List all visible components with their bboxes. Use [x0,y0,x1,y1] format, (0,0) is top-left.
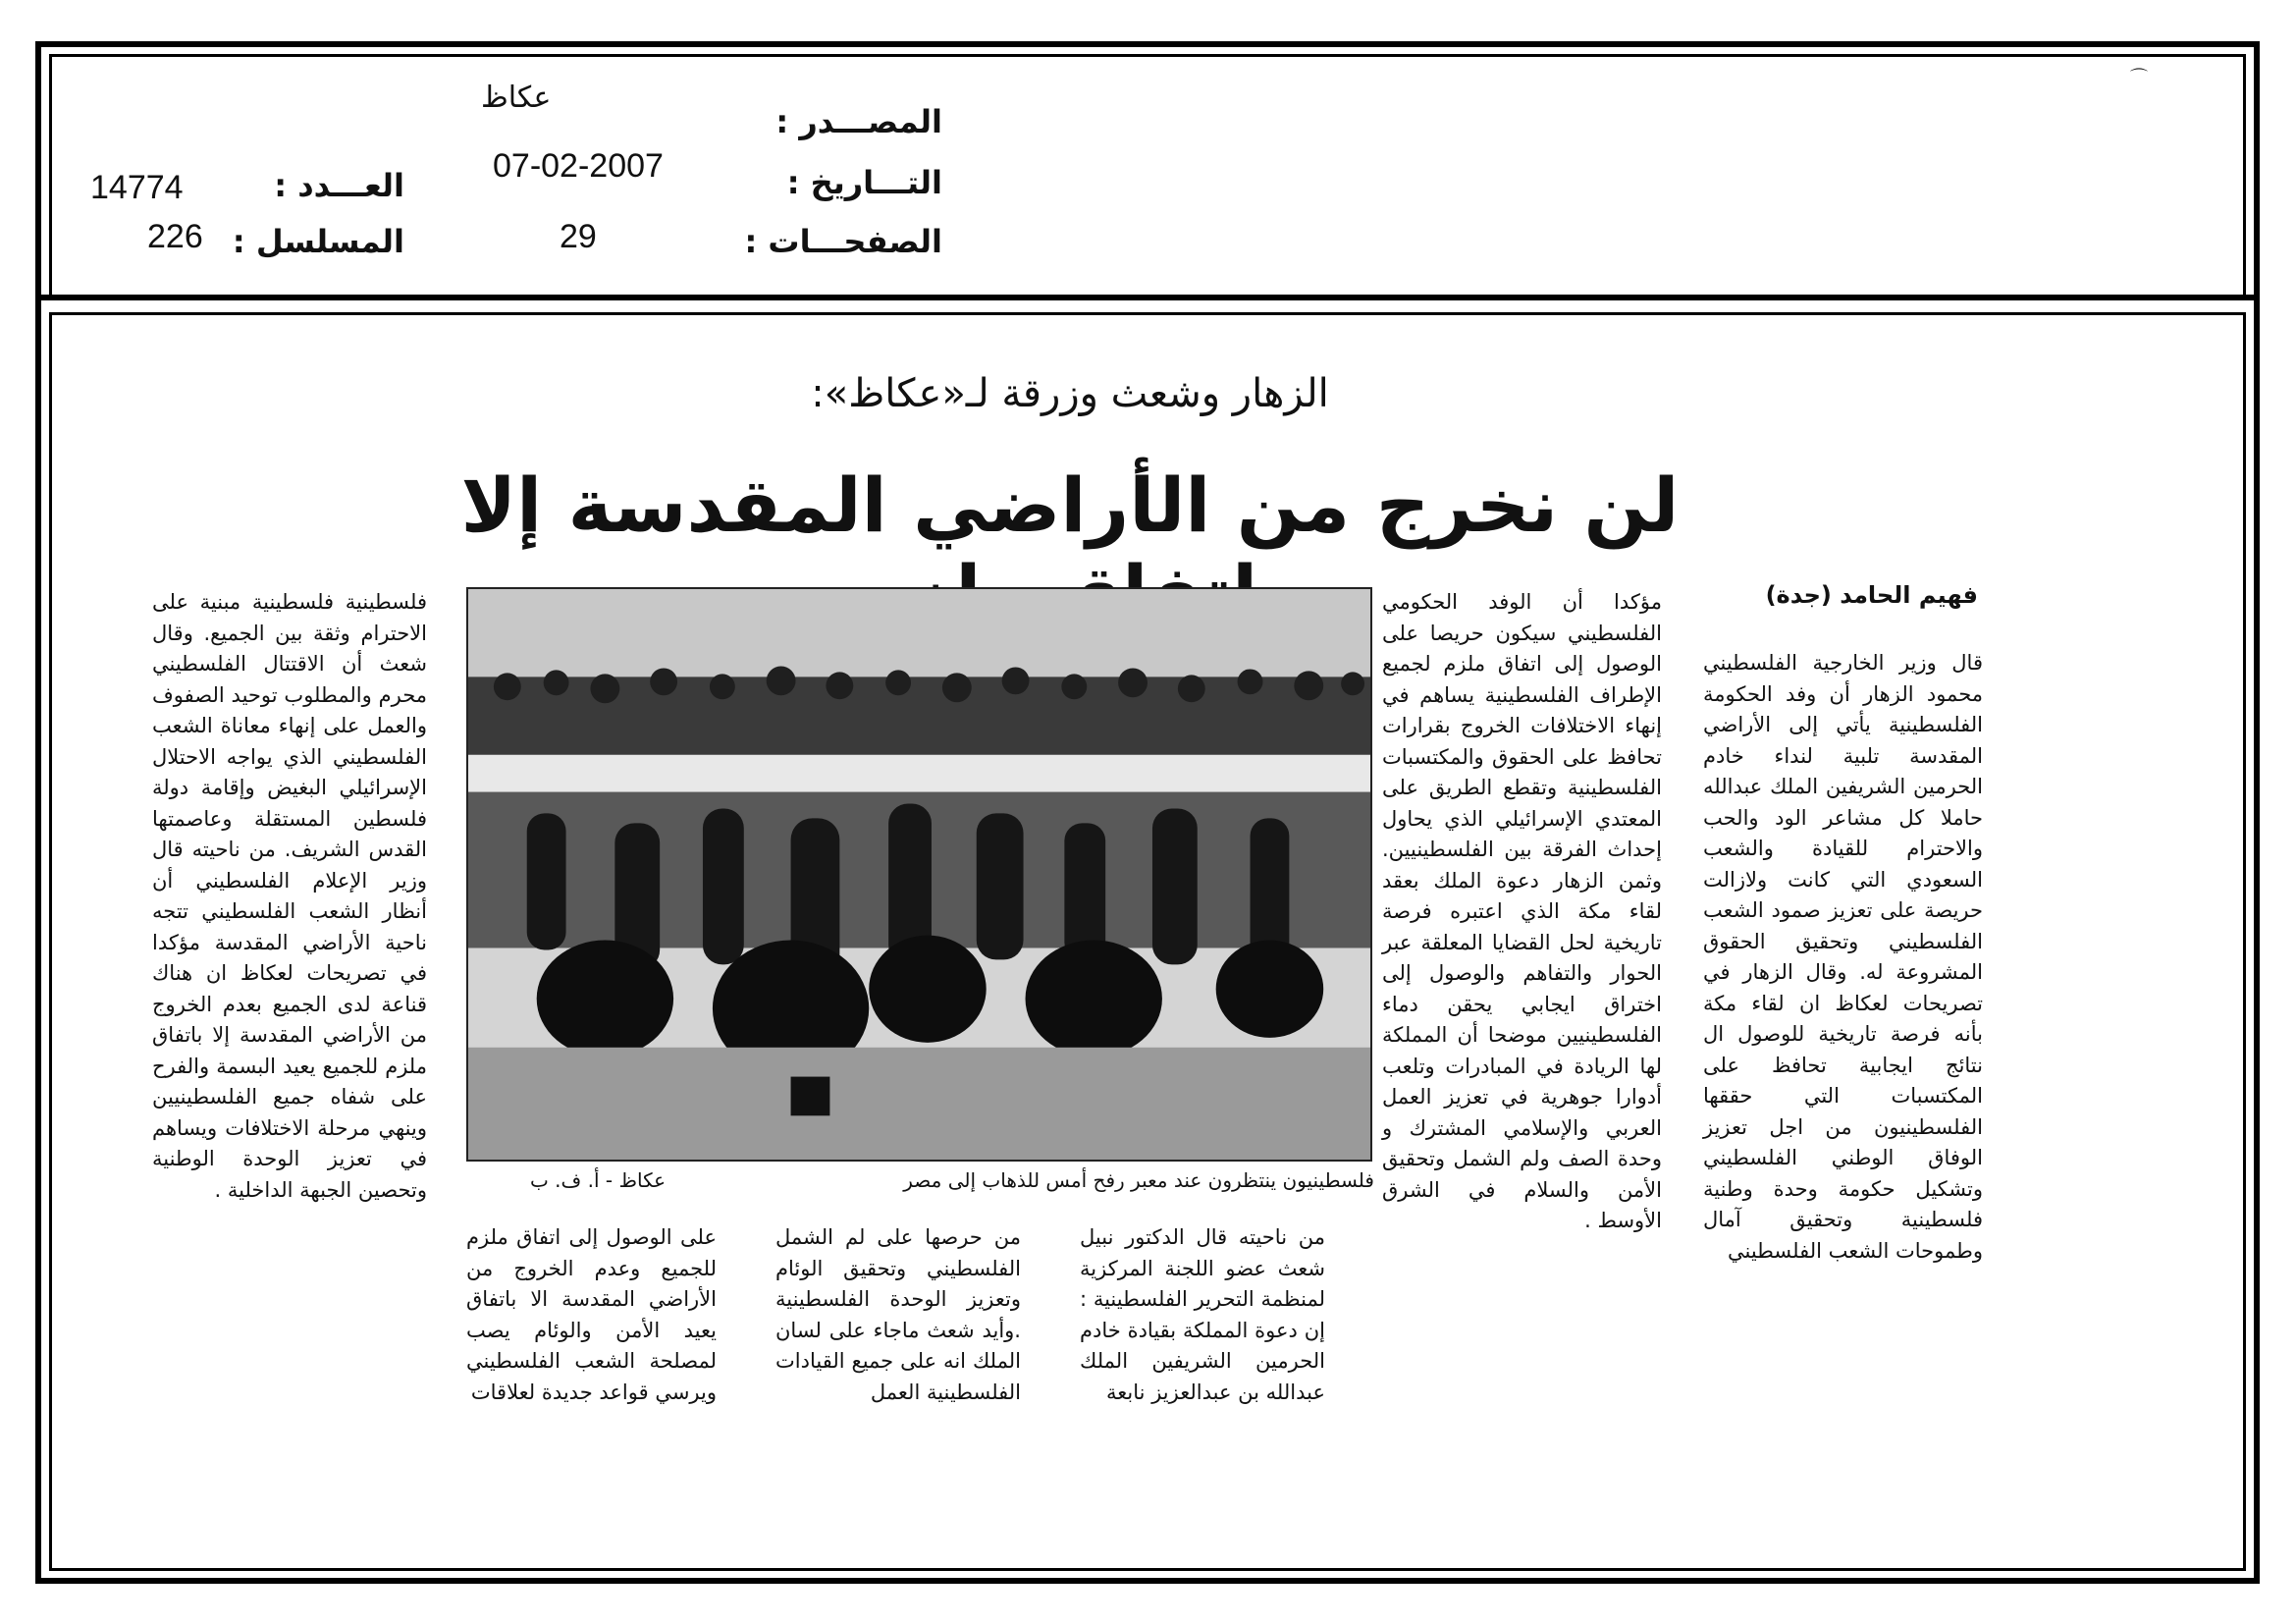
article-column-5 [466,1222,717,1448]
article-column-6 [152,587,427,1451]
photo-credit: عكاظ - أ. ف. ب [530,1168,667,1192]
date-value: 07-02-2007 [493,147,664,185]
pages-value: 29 [560,218,597,255]
column-5-text: على الوصول إلى اتفاق ملزم للجميع وعدم الخروج من الأراضي المقدسة الا باتفاق يعيد الأمن والوئام يصب لمصلحة الشعب الفلسطيني ويرسي قواعد جديدة لعلاقات [466,1225,717,1404]
pages-label: الصفحـــات : [744,223,942,260]
article-subhead: الزهار وشعث وزرقة لـ«عكاظ»: [811,371,1329,416]
article-column-3 [1080,1222,1325,1448]
crowd-photo-image [468,589,1370,1160]
source-label: المصـــدر : [775,103,942,140]
serial-label: المسلسل : [232,223,404,260]
article-column-2 [1382,587,1662,1441]
date-label: التـــاريخ : [786,164,942,201]
article-headline: لن نخرج من الأراضي المقدسة إلا [460,461,1680,549]
column-2-text: مؤكدا أن الوفد الحكومي الفلسطيني سيكون حريصا على الوصول إلى اتفاق ملزم لجميع الإطراف الفلسطينية يساهم في إنهاء الاختلافات الخروج بقرارات تحافظ على الحقوق والمكتسبات الفلسطينية وتقطع الطريق على المعتدي الإسرائيلي الذي يحاول إحداث الفرقة بين الفلسطينيين. وثمن الزهار دعوة الملك بعقد لقاء مكة الذي اعتبره فرصة تاريخية لحل القضايا المعلقة عبر الحوار والتفاهم والوصول إلى اختراق ايجابي يحقن دماء الفلسطينيين موضحا أن المملكة لها الريادة في المبادرات وتلعب أدوارا جوهرية في تعزيز العمل العربي والإسلامي المشترك و وحدة الصف ولم الشمل وتحقيق الأمن والسلام في الشرق الأوسط . [1382,590,1662,1232]
byline: فهيم الحامد (جدة) [1765,581,1978,609]
column-4-text: من حرصها على لم الشمل الفلسطيني وتحقيق الوئام وتعزيز الوحدة الفلسطينية .وأيد شعث ماجاء على لسان الملك انه على جميع القيادات الفلسطينية العمل [775,1225,1021,1404]
news-photo [466,587,1372,1162]
column-1-text: قال وزير الخارجية الفلسطيني محمود الزهار أن وفد الحكومة الفلسطينية يأتي إلى الأراضي المقدسة تلبية لنداء خادم الحرمين الشريفين الملك عبدالله حاملا كل مشاعر الود والحب والاحترام للقيادة والشعب السعودي التي كانت ولازالت حريصة على تعزيز صمود الشعب الفلسطيني وتحقيق الحقوق المشروعة له. وقال الزهار في تصريحات لعكاظ ان لقاء مكة بأنه فرصة تاريخية للوصول ال نتائج ايجابية تحافظ على المكتسبات التي حققها الفلسطينيون من اجل تعزيز الوفاق الوطني الفلسطيني وتشكيل حكومة وحدة وطنية فلسطينية وتحقيق آمال وطموحات الشعب الفلسطيني [1703,651,1983,1263]
article-column-4 [775,1222,1021,1448]
caption-text: فلسطينيون ينتظرون عند معبر رفح أمس للذهاب إلى مصر [903,1168,1374,1192]
column-3-text: من ناحيته قال الدكتور نبيل شعث عضو اللجنة المركزية لمنظمة التحرير الفلسطينية : إن دعوة المملكة بقيادة خادم الحرمين الشريفين الملك عبدالله بن عبدالعزيز نابعة [1080,1225,1325,1404]
source-value: عكاظ [481,81,552,115]
article-column-1 [1703,648,1983,1453]
issue-value: 14774 [90,169,184,206]
header-divider [35,295,2260,300]
column-6-text: فلسطينية فلسطينية مبنية على الاحترام وثقة بين الجميع. وقال شعث أن الاقتتال الفلسطيني محرم والمطلوب توحيد الصفوف والعمل على إنهاء معاناة الشعب الفلسطيني الذي يواجه الاحتلال الإسرائيلي البغيض وإقامة دولة فلسطين المستقلة وعاصمتها القدس الشريف. من ناحيته قال وزير الإعلام الفلسطيني أن أنظار الشعب الفلسطيني تتجه ناحية الأراضي المقدسة مؤكدا في تصريحات لعكاظ ان هناك قناعة لدى الجميع بعدم الخروج من الأراضي المقدسة إلا باتفاق ملزم للجميع يعيد البسمة والفرح على شفاه جميع الفلسطينيين وينهي مرحلة الاختلافات ويساهم في تعزيز الوحدة الوطنية وتحصين الجبهة الداخلية . [152,590,427,1202]
corner-mark: ⌒ [2130,68,2148,88]
issue-label: العـــدد : [274,167,404,204]
serial-value: 226 [147,218,203,255]
